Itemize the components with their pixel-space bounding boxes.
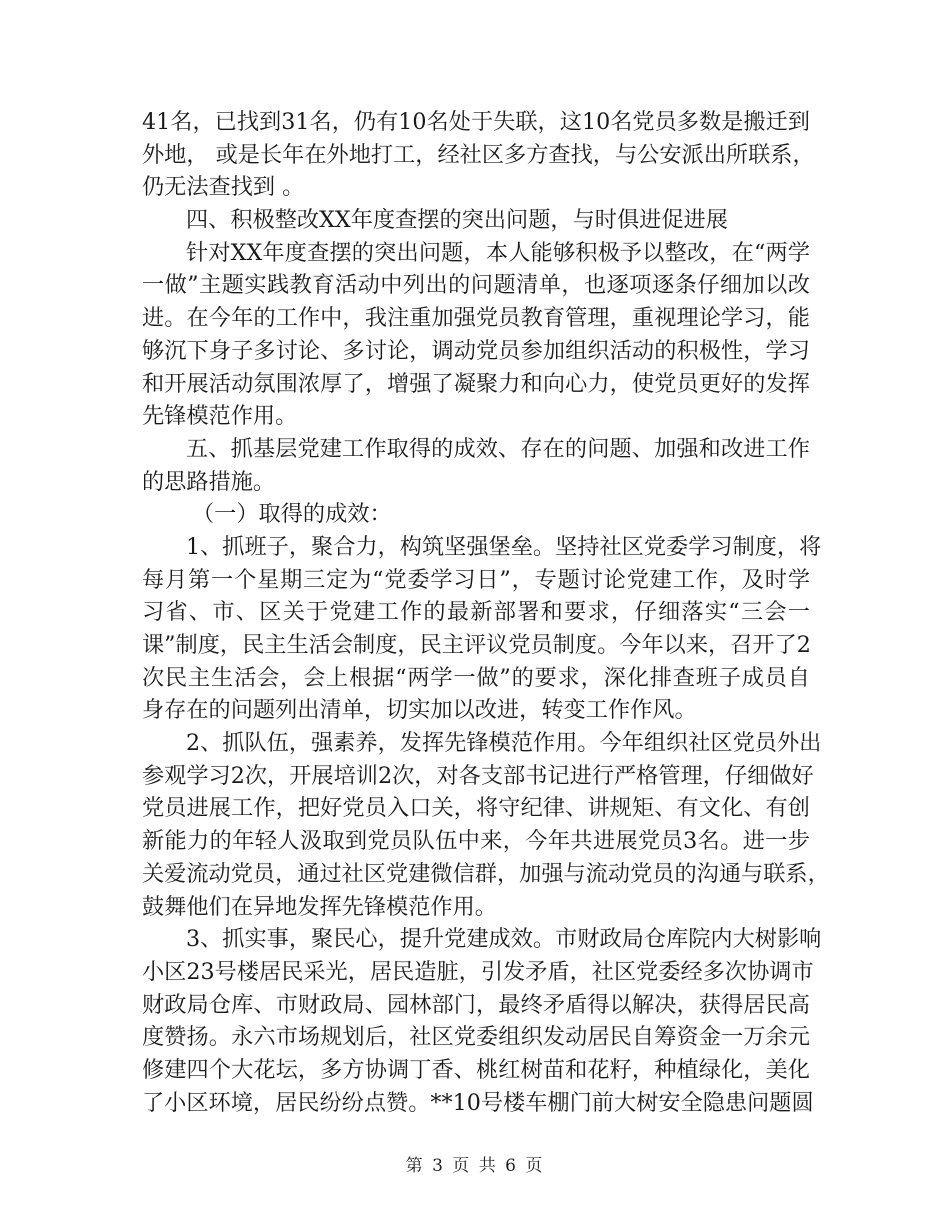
text-line: 度赞扬。永六市场规划后，社区党委组织发动居民自筹资金一万余元 [142, 1024, 810, 1051]
text-line: 的思路措施。 [142, 468, 276, 495]
text-line: 进。在今年的工作中，我注重加强党员教育管理，重视理论学习，能 [142, 305, 810, 332]
section-heading: 五、抓基层党建工作取得的成效、存在的问题、加强和改进工作 [186, 435, 810, 462]
text-line: 身存在的问题列出清单，切实加以改进，转变工作作风。 [142, 697, 697, 724]
text-line: 了小区环境，居民纷纷点赞。**10号楼车棚门前大树安全隐患问题圆 [142, 1089, 814, 1116]
document-body [142, 106, 830, 1119]
text-line: 41名，已找到31名，仍有10名处于失联，这10名党员多数是搬迁到 [142, 109, 810, 135]
text-line: 一做”主题实践教育活动中列出的问题清单，也逐项逐条仔细加以改 [142, 272, 810, 299]
text-line: 小区23号楼居民采光，居民造脏，引发矛盾，社区党委经多次协调市 [142, 958, 814, 985]
text-line: 3、抓实事，聚民心，提升党建成效。市财政局仓库院内大树影响 [186, 926, 822, 953]
text-line: 外地， 或是长年在外地打工，经社区多方查找，与公安派出所联系， [142, 141, 815, 168]
text-line: 党员进展工作，把好党员入口关，将守纪律、讲规矩、有文化、有创 [142, 795, 810, 822]
text-line: 针对XX年度查摆的突出问题，本人能够积极予以整改，在“两学 [186, 239, 810, 266]
page-number-footer: 第 3 页 共 6 页 [405, 1156, 545, 1176]
text-line: 习省、市、区关于党建工作的最新部署和要求，仔细落实“三会一 [142, 599, 810, 626]
text-line: 参观学习2次，开展培训2次，对各支部书记进行严格管理，仔细做好 [142, 762, 814, 789]
text-line: 每月第一个星期三定为“党委学习日”，专题讨论党建工作，及时学 [142, 566, 810, 593]
text-line: 新能力的年轻人汲取到党员队伍中来，今年共进展党员3名。进一步 [142, 828, 810, 855]
text-line: 2、抓队伍，强素养，发挥先锋模范作用。今年组织社区党员外出 [186, 730, 822, 757]
section-heading: 四、积极整改XX年度查摆的突出问题，与时俱进促进展 [186, 207, 728, 234]
text-line: 课”制度，民主生活会制度，民主评议党员制度。今年以来，召开了2 [142, 632, 811, 658]
text-line: 财政局仓库、市财政局、园林部门，最终矛盾得以解决，获得居民高 [142, 991, 810, 1018]
text-line: 修建四个大花坛，多方协调丁香、桃红树苗和花籽，种植绿化，美化 [142, 1056, 810, 1083]
text-line: 和开展活动氛围浓厚了，增强了凝聚力和向心力，使党员更好的发挥 [142, 370, 810, 397]
text-line: 够沉下身子多讨论、多讨论，调动党员参加组织活动的积极性，学习 [142, 337, 810, 364]
text-line: 仍无法查找到 。 [142, 174, 305, 201]
text-line: 先锋模范作用。 [142, 403, 298, 430]
text-line: 关爱流动党员，通过社区党建微信群，加强与流动党员的沟通与联系， [142, 860, 830, 887]
text-line: 1、抓班子，聚合力，构筑坚强堡垒。坚持社区党委学习制度，将 [186, 533, 822, 560]
text-line: 鼓舞他们在异地发挥先锋模范作用。 [142, 893, 497, 920]
text-line: 次民主生活会，会上根据“两学一做”的要求，深化排查班子成员自 [142, 664, 810, 691]
subsection-heading: （一）取得的成效： [192, 501, 392, 528]
